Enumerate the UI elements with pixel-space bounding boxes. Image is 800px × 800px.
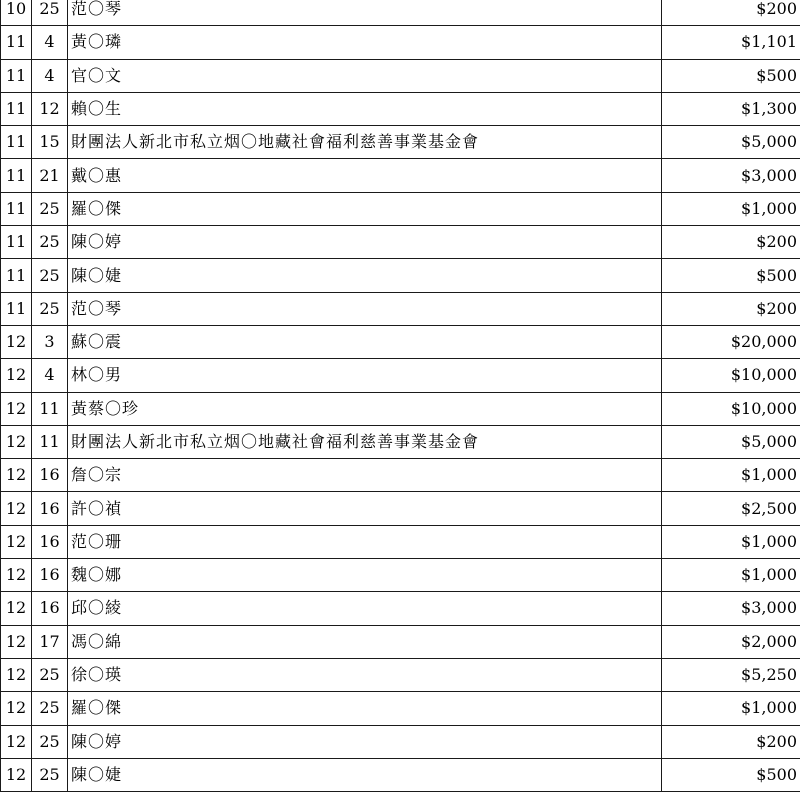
day-cell: 25 <box>32 0 68 26</box>
month-cell: 11 <box>1 59 32 92</box>
month-cell: 11 <box>1 292 32 325</box>
table-row <box>1 525 800 558</box>
amount-cell: $1,300 <box>662 92 800 125</box>
month-cell: 12 <box>1 492 32 525</box>
month-cell: 11 <box>1 92 32 125</box>
donor-name-cell: 財團法人新北市私立烟〇地藏社會福利慈善事業基金會 <box>68 425 662 458</box>
table-row <box>1 92 800 125</box>
donor-name-cell: 許〇禎 <box>68 492 662 525</box>
donor-name-cell: 陳〇婕 <box>68 259 662 292</box>
month-cell: 12 <box>1 592 32 625</box>
table-row <box>1 425 800 458</box>
day-cell: 25 <box>32 725 68 758</box>
table-row <box>1 59 800 92</box>
day-cell: 25 <box>32 692 68 725</box>
month-cell: 12 <box>1 625 32 658</box>
table-row <box>1 159 800 192</box>
table-row <box>1 725 800 758</box>
table-row <box>1 259 800 292</box>
month-cell: 12 <box>1 692 32 725</box>
donor-name-cell: 林〇男 <box>68 359 662 392</box>
donor-name-cell: 陳〇婷 <box>68 725 662 758</box>
day-cell: 25 <box>32 658 68 691</box>
day-cell: 16 <box>32 459 68 492</box>
donor-name-cell: 范〇琴 <box>68 0 662 26</box>
donor-name-cell: 詹〇宗 <box>68 459 662 492</box>
amount-cell: $5,250 <box>662 658 800 691</box>
table-row <box>1 592 800 625</box>
donor-name-cell: 魏〇娜 <box>68 559 662 592</box>
month-cell: 11 <box>1 26 32 59</box>
donor-name-cell: 財團法人新北市私立烟〇地藏社會福利慈善事業基金會 <box>68 126 662 159</box>
donor-name-cell: 邱〇綾 <box>68 592 662 625</box>
month-cell: 11 <box>1 259 32 292</box>
month-cell: 12 <box>1 359 32 392</box>
day-cell: 16 <box>32 525 68 558</box>
amount-cell: $1,000 <box>662 525 800 558</box>
amount-cell: $200 <box>662 0 800 26</box>
donor-name-cell: 馮〇綿 <box>68 625 662 658</box>
month-cell: 11 <box>1 226 32 259</box>
day-cell: 3 <box>32 325 68 358</box>
table-row <box>1 325 800 358</box>
amount-cell: $10,000 <box>662 392 800 425</box>
donor-name-cell: 蘇〇震 <box>68 325 662 358</box>
donor-name-cell: 黃〇璘 <box>68 26 662 59</box>
amount-cell: $1,000 <box>662 559 800 592</box>
amount-cell: $1,101 <box>662 26 800 59</box>
amount-cell: $1,000 <box>662 192 800 225</box>
table-row <box>1 559 800 592</box>
amount-cell: $200 <box>662 725 800 758</box>
amount-cell: $500 <box>662 59 800 92</box>
donor-name-cell: 范〇珊 <box>68 525 662 558</box>
day-cell: 16 <box>32 559 68 592</box>
table-row <box>1 292 800 325</box>
table-row <box>1 192 800 225</box>
amount-cell: $10,000 <box>662 359 800 392</box>
table-row <box>1 758 800 791</box>
day-cell: 25 <box>32 758 68 791</box>
donor-name-cell: 羅〇傑 <box>68 692 662 725</box>
donor-name-cell: 羅〇傑 <box>68 192 662 225</box>
table-row <box>1 26 800 59</box>
day-cell: 11 <box>32 392 68 425</box>
amount-cell: $1,000 <box>662 459 800 492</box>
day-cell: 25 <box>32 259 68 292</box>
table-row <box>1 226 800 259</box>
table-row <box>1 126 800 159</box>
amount-cell: $1,000 <box>662 692 800 725</box>
month-cell: 12 <box>1 525 32 558</box>
donor-name-cell: 陳〇婷 <box>68 226 662 259</box>
month-cell: 12 <box>1 658 32 691</box>
amount-cell: $200 <box>662 226 800 259</box>
day-cell: 4 <box>32 359 68 392</box>
month-cell: 10 <box>1 0 32 26</box>
day-cell: 25 <box>32 226 68 259</box>
amount-cell: $500 <box>662 758 800 791</box>
table-row <box>1 0 800 26</box>
month-cell: 12 <box>1 559 32 592</box>
day-cell: 15 <box>32 126 68 159</box>
amount-cell: $3,000 <box>662 159 800 192</box>
amount-cell: $2,500 <box>662 492 800 525</box>
month-cell: 12 <box>1 459 32 492</box>
table-row <box>1 459 800 492</box>
day-cell: 16 <box>32 592 68 625</box>
amount-cell: $3,000 <box>662 592 800 625</box>
donor-name-cell: 戴〇惠 <box>68 159 662 192</box>
day-cell: 25 <box>32 292 68 325</box>
day-cell: 4 <box>32 59 68 92</box>
amount-cell: $20,000 <box>662 325 800 358</box>
amount-cell: $200 <box>662 292 800 325</box>
day-cell: 11 <box>32 425 68 458</box>
donor-name-cell: 徐〇瑛 <box>68 658 662 691</box>
donation-table-body <box>1 0 800 792</box>
month-cell: 12 <box>1 392 32 425</box>
amount-cell: $500 <box>662 259 800 292</box>
table-row <box>1 625 800 658</box>
donor-name-cell: 黃蔡〇珍 <box>68 392 662 425</box>
month-cell: 11 <box>1 126 32 159</box>
day-cell: 16 <box>32 492 68 525</box>
amount-cell: $2,000 <box>662 625 800 658</box>
table-row <box>1 692 800 725</box>
donor-name-cell: 范〇琴 <box>68 292 662 325</box>
table-row <box>1 658 800 691</box>
donor-name-cell: 賴〇生 <box>68 92 662 125</box>
day-cell: 12 <box>32 92 68 125</box>
month-cell: 12 <box>1 325 32 358</box>
donor-name-cell: 官〇文 <box>68 59 662 92</box>
table-row <box>1 492 800 525</box>
table-row <box>1 359 800 392</box>
month-cell: 11 <box>1 192 32 225</box>
day-cell: 25 <box>32 192 68 225</box>
amount-cell: $5,000 <box>662 425 800 458</box>
donor-name-cell: 陳〇婕 <box>68 758 662 791</box>
month-cell: 12 <box>1 725 32 758</box>
table-row <box>1 392 800 425</box>
day-cell: 17 <box>32 625 68 658</box>
month-cell: 11 <box>1 159 32 192</box>
amount-cell: $5,000 <box>662 126 800 159</box>
day-cell: 21 <box>32 159 68 192</box>
month-cell: 12 <box>1 758 32 791</box>
month-cell: 12 <box>1 425 32 458</box>
day-cell: 4 <box>32 26 68 59</box>
